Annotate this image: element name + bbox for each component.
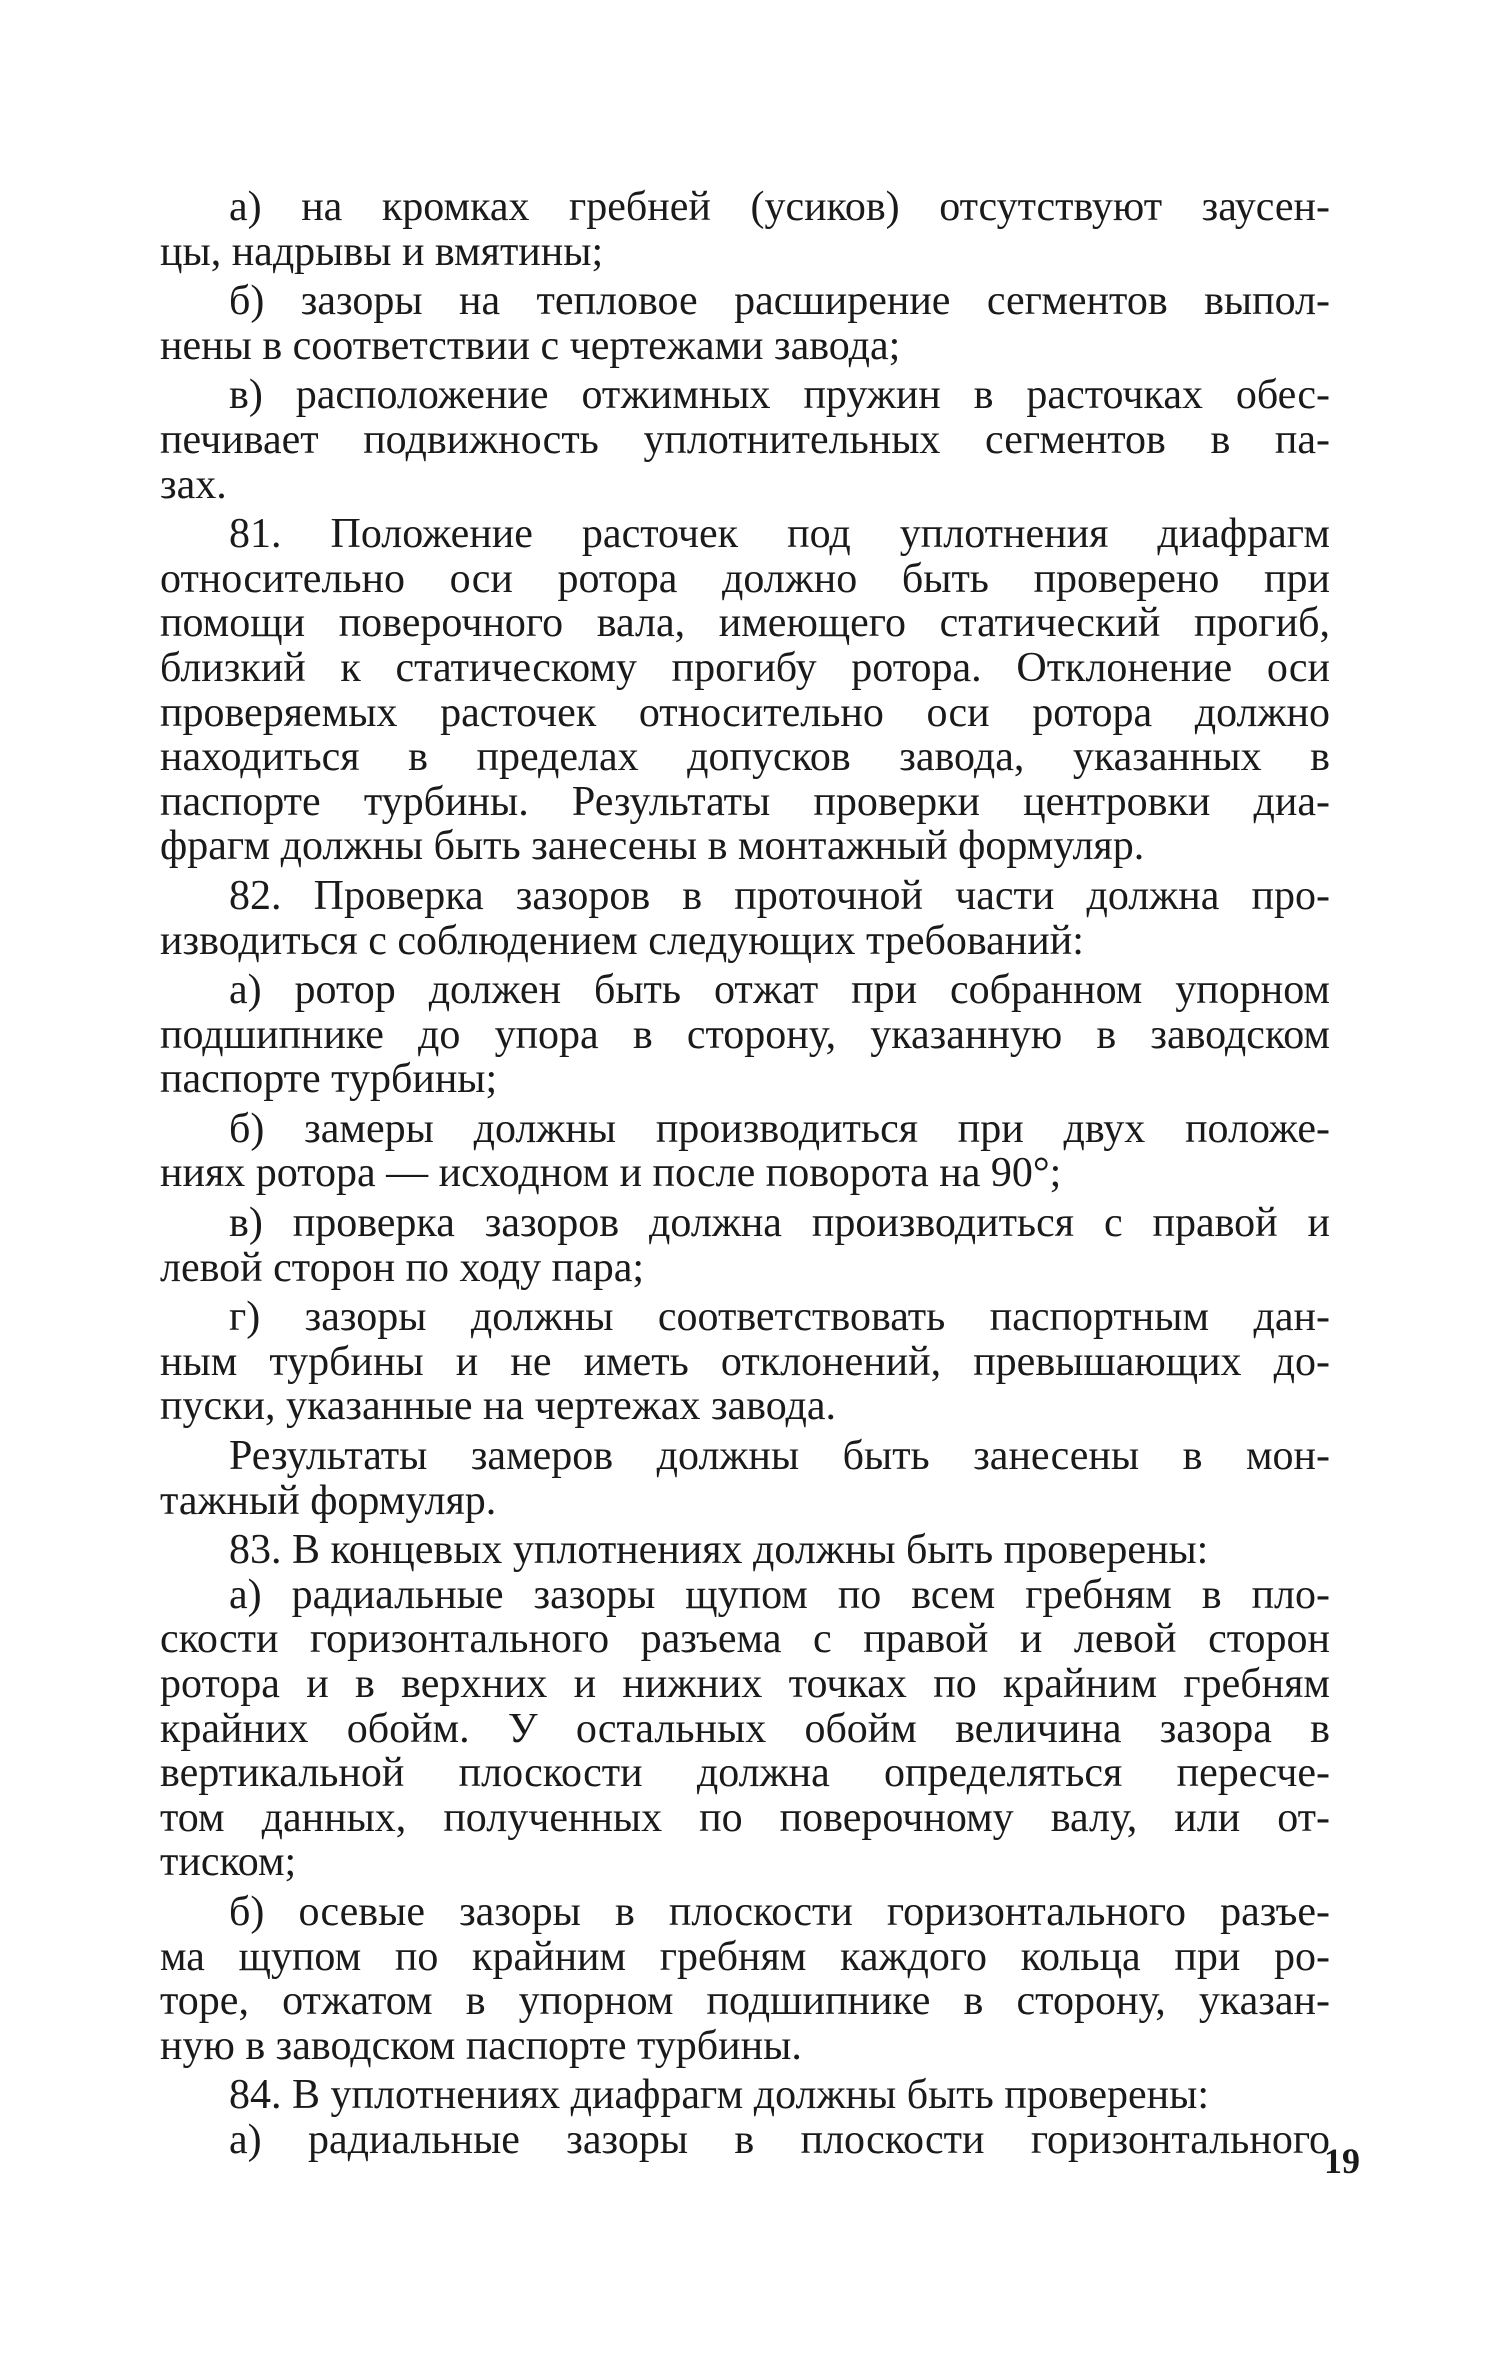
text-line: изводиться с соблюдением следующих требований:	[160, 917, 1084, 964]
body-text	[160, 185, 1330, 2163]
text-line: 84. В уплотнениях диафрагм должны быть проверены:	[229, 2072, 1210, 2119]
text-line: а) на кромках гребней (усиков) отсутствуют заусен-	[229, 184, 1330, 230]
text-line: ниях ротора — исходном и после поворота на 90°;	[160, 1150, 1062, 1197]
text-line: фрагм должны быть занесены в монтажный формуляр.	[160, 823, 1145, 870]
text-line: подшипнике до упора в сторону, указанную в заводском	[160, 1011, 1330, 1058]
text-line: крайних обойм. У остальных обойм величина зазора в	[160, 1705, 1330, 1752]
paragraph-results	[160, 1434, 1330, 1523]
text-line: в) проверка зазоров должна производиться с правой и	[229, 1200, 1330, 1247]
paragraph-v-springs	[160, 373, 1330, 507]
text-line: печивает подвижность уплотнительных сегментов в па-	[160, 416, 1330, 463]
text-line: находиться в пределах допусков завода, указанных в	[160, 734, 1330, 781]
text-line: 82. Проверка зазоров в проточной части должна про-	[229, 872, 1330, 919]
paragraph-83-a	[160, 1573, 1330, 1885]
text-line: том данных, полученных по поверочному валу, или от-	[160, 1794, 1330, 1841]
text-line: Результаты замеров должны быть занесены в мон-	[229, 1433, 1330, 1480]
text-line: нены в соответствии с чертежами завода;	[160, 322, 901, 369]
text-line: в) расположение отжимных пружин в расточках обес-	[229, 372, 1330, 419]
text-line: а) радиальные зазоры в плоскости горизонтального	[229, 2116, 1330, 2163]
text-line: ротора и в верхних и нижних точках по крайним гребням	[160, 1661, 1330, 1707]
text-line: торе, отжатом в упорном подшипнике в сторону, указан-	[160, 1978, 1330, 2025]
text-line: паспорте турбины. Результаты проверки центровки диа-	[160, 778, 1330, 825]
paragraph-82-b	[160, 1107, 1330, 1196]
paragraph-83	[160, 1528, 1330, 1573]
text-line: а) ротор должен быть отжат при собранном упорном	[229, 967, 1330, 1014]
paragraph-82-v	[160, 1201, 1330, 1290]
paragraph-a-crests	[160, 185, 1330, 274]
paragraph-83-b	[160, 1890, 1330, 2068]
text-line: тажный формуляр.	[160, 1477, 497, 1524]
text-line: паспорте турбины;	[160, 1056, 498, 1103]
page-number: 19	[1324, 2141, 1360, 2181]
text-line: близкий к статическому прогибу ротора. Отклонение оси	[160, 644, 1330, 691]
paragraph-b-clearances	[160, 279, 1330, 368]
text-line: помощи поверочного вала, имеющего статический прогиб,	[160, 600, 1330, 647]
text-line: тиском;	[160, 1839, 297, 1886]
text-line: ным турбины и не иметь отклонений, превышающих до-	[160, 1338, 1330, 1385]
text-line: проверяемых расточек относительно оси ротора должно	[160, 689, 1330, 736]
text-line: 83. В концевых уплотнениях должны быть проверены:	[229, 1527, 1209, 1574]
text-line: зах.	[160, 461, 227, 508]
text-line: вертикальной плоскости должна определяться пересче-	[160, 1750, 1330, 1797]
paragraph-84-a	[160, 2118, 1330, 2163]
text-line: б) зазоры на тепловое расширение сегментов выпол-	[229, 278, 1330, 325]
text-line: левой сторон по ходу пара;	[160, 1244, 645, 1291]
paragraph-82	[160, 874, 1330, 963]
text-line: цы, надрывы и вмятины;	[160, 228, 604, 275]
text-line: ную в заводском паспорте турбины.	[160, 2022, 802, 2069]
text-line: г) зазоры должны соответствовать паспортным дан-	[229, 1294, 1330, 1341]
text-line: относительно оси ротора должно быть проверено при	[160, 555, 1330, 602]
text-line: 81. Положение расточек под уплотнения диафрагм	[229, 511, 1330, 558]
text-line: скости горизонтального разъема с правой и левой сторон	[160, 1616, 1330, 1663]
text-line: б) замеры должны производиться при двух положе-	[229, 1105, 1330, 1152]
text-line: пуски, указанные на чертежах завода.	[160, 1383, 837, 1430]
text-line: ма щупом по крайним гребням каждого кольца при ро-	[160, 1933, 1330, 1980]
text-line: а) радиальные зазоры щупом по всем гребням в пло-	[229, 1571, 1330, 1618]
text-line: б) осевые зазоры в плоскости горизонтального разъе-	[229, 1888, 1330, 1935]
paragraph-82-a	[160, 968, 1330, 1102]
paragraph-82-g	[160, 1295, 1330, 1429]
paragraph-84	[160, 2073, 1330, 2118]
paragraph-81	[160, 512, 1330, 869]
